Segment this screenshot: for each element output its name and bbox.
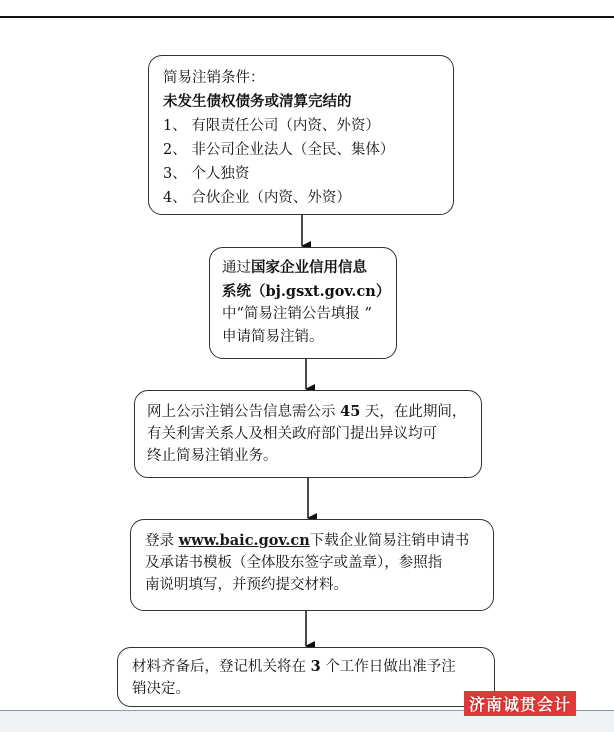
apply-online-box xyxy=(209,247,397,359)
notice-days-number: 45 xyxy=(340,403,361,420)
decision-line-1 xyxy=(132,656,480,678)
watermark-label: 济南诚贯会计 xyxy=(464,691,576,716)
download-line-2: 及承诺书模板（全体股东签字或盖章），参照指 xyxy=(145,555,443,571)
decision-line-1-b: 个工作日做出准予注 xyxy=(325,659,456,675)
download-line-1 xyxy=(145,530,479,552)
apply-line-1-prefix: 通过 xyxy=(222,260,251,276)
download-line-1-a: 登录 xyxy=(145,533,174,549)
decision-box xyxy=(117,647,495,707)
decision-days-number: 3 xyxy=(310,658,321,675)
conditions-subheading: 未发生债权债务或清算完结的 xyxy=(163,93,352,110)
conditions-heading: 简易注销条件： xyxy=(163,70,265,86)
decision-line-1-a: 材料齐备后，登记机关将在 xyxy=(132,659,306,675)
download-line-1-b: 下载企业简易注销申请书 xyxy=(309,533,470,549)
apply-line-3: 中“简易注销公告填报 ” xyxy=(222,306,372,322)
apply-line-4: 申请简易注销。 xyxy=(222,329,324,345)
download-line-3: 南说明填写，并预约提交材料。 xyxy=(145,577,348,593)
condition-item-4: 4、 合伙企业（内资、外资） xyxy=(163,190,351,206)
notice-line-1 xyxy=(147,401,469,423)
apply-line-1 xyxy=(222,256,384,280)
notice-line-2: 有关利害关系人及相关政府部门提出异议均可 xyxy=(147,426,437,442)
notice-line-1-a: 网上公示注销公告信息需公示 xyxy=(147,404,336,420)
public-notice-box xyxy=(134,390,482,478)
notice-line-1-b: 天，在此期间， xyxy=(364,404,467,420)
decision-line-2: 销决定。 xyxy=(132,681,190,697)
baic-website-link[interactable]: www.baic.gov.cn xyxy=(178,532,310,549)
condition-item-3: 3、 个人独资 xyxy=(163,166,250,182)
top-border-line xyxy=(0,16,614,18)
notice-line-3: 终止简易注销业务。 xyxy=(147,448,278,464)
apply-line-2-system-url: 系统（bj.gsxt.gov.cn） xyxy=(222,283,391,300)
apply-line-1-system: 国家企业信用信息 xyxy=(251,259,367,276)
download-forms-box xyxy=(130,519,494,611)
condition-item-1: 1、 有限责任公司（内资、外资） xyxy=(163,118,380,134)
condition-item-2: 2、 非公司企业法人（全民、集体） xyxy=(163,142,395,158)
conditions-box xyxy=(148,55,454,215)
